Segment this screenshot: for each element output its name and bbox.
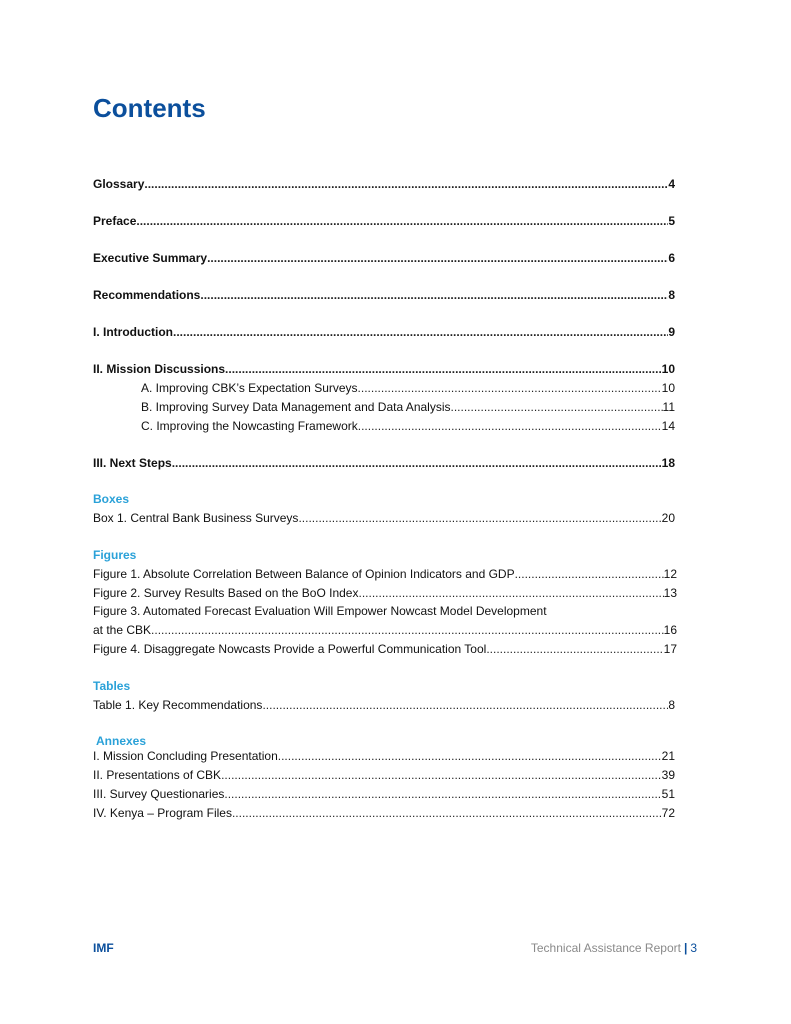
- toc-annex-4[interactable]: [93, 805, 675, 821]
- toc-entry-label: Figure 2. Survey Results Based on the BoO Index: [93, 586, 359, 600]
- annexes-heading: Annexes: [96, 734, 147, 748]
- toc-leader-dots: [221, 767, 662, 783]
- page-title: Contents: [93, 93, 206, 123]
- toc-entry-label: IV. Kenya – Program Files: [93, 806, 232, 820]
- tables-heading: Tables: [93, 679, 131, 693]
- footer-imf-label: IMF: [93, 941, 114, 955]
- toc-entry-page: 8: [668, 288, 675, 302]
- toc-annex-1[interactable]: [93, 748, 675, 764]
- toc-entry-page: 5: [668, 214, 675, 228]
- toc-entry-page: 13: [663, 586, 677, 600]
- footer-page-number: 3: [690, 941, 697, 955]
- toc-leader-dots: [151, 622, 664, 638]
- footer-report-title: Technical Assistance Report: [530, 941, 681, 955]
- toc-entry-label: Figure 3. Automated Forecast Evaluation Will Empower Nowcast Model Development: [93, 604, 547, 618]
- toc-leader-dots: [358, 585, 663, 601]
- toc-entry-recommendations[interactable]: [93, 287, 675, 303]
- toc-leader-dots: [278, 748, 662, 764]
- toc-entry-executive-summary[interactable]: [93, 250, 675, 266]
- toc-entry-page: 18: [661, 456, 675, 470]
- toc-box-1[interactable]: [93, 510, 675, 526]
- toc-annex-3[interactable]: [93, 786, 675, 802]
- toc-entry-label: II. Presentations of CBK: [93, 768, 222, 782]
- toc-leader-dots: [200, 287, 668, 303]
- toc-entry-page: 20: [661, 511, 675, 525]
- toc-entry-page: 21: [661, 749, 675, 763]
- toc-entry-page: 10: [661, 362, 675, 376]
- toc-leader-dots: [224, 786, 661, 802]
- toc-leader-dots: [358, 380, 662, 396]
- toc-entry-label: I. Mission Concluding Presentation: [93, 749, 278, 763]
- toc-entry-label: B. Improving Survey Data Management and Data Analysis: [141, 400, 451, 414]
- toc-entry-label: Executive Summary: [93, 251, 208, 265]
- toc-entry-label: Table 1. Key Recommendations: [93, 698, 263, 712]
- footer-report-info: [531, 940, 697, 956]
- toc-leader-dots: [207, 250, 668, 266]
- toc-annex-2[interactable]: [93, 767, 675, 783]
- toc-leader-dots: [172, 455, 662, 471]
- toc-entry-page: 39: [661, 768, 675, 782]
- toc-entry-page: 9: [668, 325, 675, 339]
- toc-entry-label: Glossary: [93, 177, 145, 191]
- toc-leader-dots: [232, 805, 662, 821]
- toc-entry-page: 10: [661, 381, 675, 395]
- toc-entry-label: C. Improving the Nowcasting Framework: [141, 419, 358, 433]
- toc-entry-page: 14: [661, 419, 675, 433]
- toc-entry-page: 51: [661, 787, 675, 801]
- toc-entry-glossary[interactable]: [93, 176, 675, 192]
- toc-entry-label: Preface: [93, 214, 137, 228]
- toc-leader-dots: [298, 510, 661, 526]
- toc-entry-label: Recommendations: [93, 288, 201, 302]
- toc-figure-3[interactable]: [93, 603, 677, 619]
- toc-entry-next-steps[interactable]: [93, 455, 675, 471]
- toc-entry-page: 12: [663, 567, 677, 581]
- toc-subentry-expectation-surveys[interactable]: [141, 380, 675, 396]
- toc-entry-page: 8: [668, 698, 675, 712]
- toc-entry-mission-discussions[interactable]: [93, 361, 675, 377]
- toc-leader-dots: [451, 399, 663, 415]
- toc-figure-2[interactable]: [93, 585, 677, 601]
- toc-leader-dots: [225, 361, 662, 377]
- toc-entry-page: 4: [668, 177, 675, 191]
- toc-entry-label: I. Introduction: [93, 325, 173, 339]
- toc-table-1[interactable]: [93, 697, 675, 713]
- toc-figure-3-continued[interactable]: [93, 622, 677, 638]
- toc-figure-4[interactable]: [93, 641, 677, 657]
- toc-entry-preface[interactable]: [93, 213, 675, 229]
- toc-leader-dots: [144, 176, 668, 192]
- toc-leader-dots: [358, 418, 662, 434]
- toc-entry-label: Box 1. Central Bank Business Surveys: [93, 511, 299, 525]
- footer-separator: |: [683, 941, 688, 955]
- toc-entry-page: 6: [668, 251, 675, 265]
- toc-entry-label: Figure 4. Disaggregate Nowcasts Provide a Powerful Communication Tool: [93, 642, 487, 656]
- toc-leader-dots: [262, 697, 668, 713]
- toc-entry-page: 16: [663, 623, 677, 637]
- toc-entry-label: III. Next Steps: [93, 456, 172, 470]
- toc-leader-dots: [515, 566, 664, 582]
- toc-entry-label: Figure 1. Absolute Correlation Between Balance of Opinion Indicators and GDP: [93, 567, 515, 581]
- toc-leader-dots: [136, 213, 668, 229]
- toc-entry-label: A. Improving CBK’s Expectation Surveys: [141, 381, 358, 395]
- toc-leader-dots: [486, 641, 663, 657]
- toc-entry-label: III. Survey Questionaries: [93, 787, 225, 801]
- toc-entry-page: 17: [663, 642, 677, 656]
- toc-entry-label: at the CBK: [93, 623, 152, 637]
- toc-figure-1[interactable]: [93, 566, 677, 582]
- toc-subentry-nowcasting-framework[interactable]: [141, 418, 675, 434]
- toc-entry-introduction[interactable]: [93, 324, 675, 340]
- toc-entry-page: 11: [662, 400, 675, 414]
- toc-subentry-data-management[interactable]: [141, 399, 675, 415]
- boxes-heading: Boxes: [93, 492, 130, 506]
- toc-entry-page: 72: [661, 806, 675, 820]
- toc-leader-dots: [173, 324, 668, 340]
- figures-heading: Figures: [93, 548, 137, 562]
- toc-entry-label: II. Mission Discussions: [93, 362, 226, 376]
